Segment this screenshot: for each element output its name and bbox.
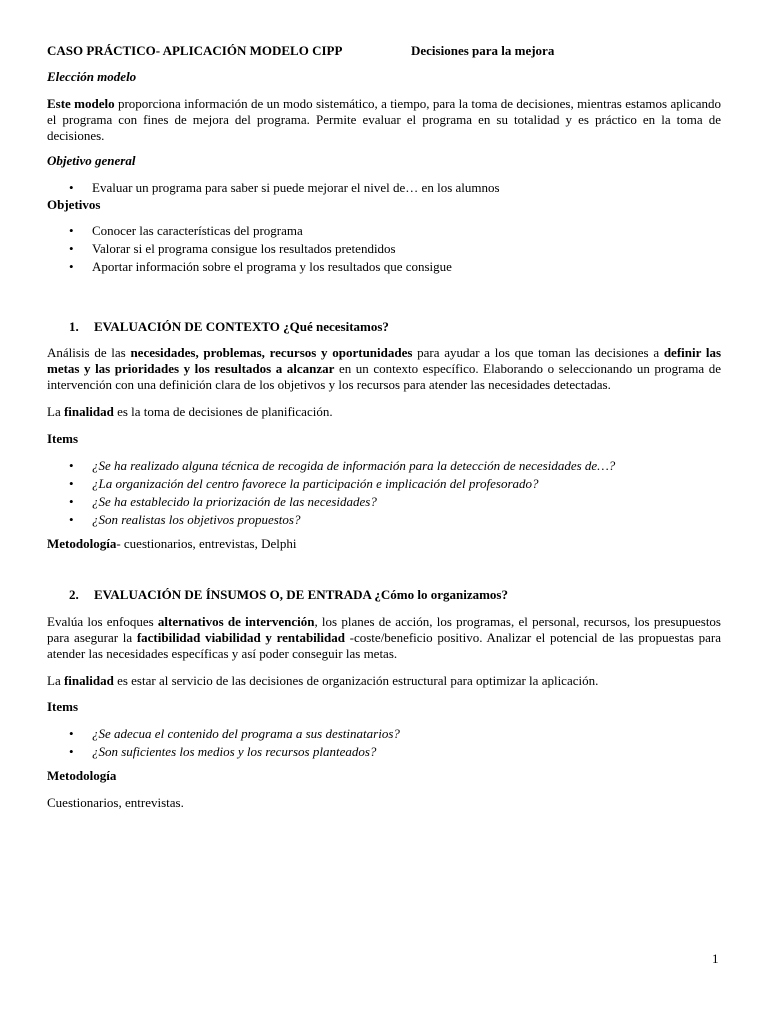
- objetivos-list: [47, 223, 721, 275]
- section-1-paragraph: [47, 345, 721, 393]
- section-2-number: 2.: [69, 587, 79, 602]
- section-2-heading: [47, 587, 721, 603]
- document-subtitle: Decisiones para la mejora: [411, 43, 555, 58]
- bold-run: finalidad: [63, 404, 114, 419]
- section-1-title: EVALUACIÓN DE CONTEXTO ¿Qué necesitamos?: [94, 319, 389, 334]
- text-run: -coste/beneficio positivo. Analizar el potencial de las propuestas para atender las necesidades específicas y así poder conseguir las metas.: [47, 630, 721, 661]
- bold-run: alternativos de intervención: [157, 614, 315, 629]
- section-1-metodologia: [47, 536, 721, 552]
- document-header: [47, 43, 721, 59]
- eleccion-paragraph: [47, 96, 721, 144]
- objetivo-general-list: [47, 180, 721, 196]
- objetivos-heading: Objetivos: [47, 197, 101, 212]
- section-1-heading: [47, 319, 721, 335]
- list-item: • ¿Son realistas los objetivos propuestos?: [47, 512, 721, 528]
- document-title: CASO PRÁCTICO- APLICACIÓN MODELO CIPP: [47, 43, 343, 58]
- list-item: • Evaluar un programa para saber si puede mejorar el nivel de… en los alumnos: [47, 180, 721, 196]
- list-item: • ¿Se ha realizado alguna técnica de recogida de información para la detección de necesidades de…?: [47, 458, 721, 474]
- eleccion-lead: Este modelo: [47, 96, 115, 111]
- section-1-items: [47, 458, 721, 528]
- text-run: , los planes de acción, los programas, el personal, recursos, los presupuestos para asegurar la: [47, 614, 721, 645]
- text-run: Análisis de las: [47, 345, 131, 360]
- page-number: 1: [712, 951, 719, 966]
- document-content: [47, 43, 721, 811]
- section-1-finalidad: [47, 404, 721, 420]
- metodologia-text: - cuestionarios, entrevistas, Delphi: [116, 536, 297, 551]
- text-run: Evalúa los enfoques: [47, 614, 158, 629]
- metodologia-label: Metodología: [47, 536, 117, 551]
- text-run: La: [47, 673, 64, 688]
- list-item: • ¿La organización del centro favorece la participación e implicación del profesorado?: [47, 476, 721, 492]
- text-run: La: [47, 404, 64, 419]
- text-run: es estar al servicio de las decisiones de organización estructural para optimizar la aplicación.: [113, 673, 599, 688]
- section-2-metodologia-label: Metodología: [47, 768, 117, 783]
- list-item: • Valorar si el programa consigue los resultados pretendidos: [47, 241, 721, 257]
- section-1-number: 1.: [69, 319, 79, 334]
- bold-run: factibilidad viabilidad y rentabilidad: [136, 630, 345, 645]
- list-item: • Conocer las características del programa: [47, 223, 721, 239]
- section-1-items-heading: Items: [47, 431, 79, 446]
- bold-run: necesidades, problemas, recursos y oportunidades: [130, 345, 413, 360]
- text-run: es la toma de decisiones de planificación.: [113, 404, 333, 419]
- section-2-paragraph: [47, 614, 721, 662]
- section-2-finalidad: [47, 673, 721, 689]
- section-2-title: EVALUACIÓN DE ÍNSUMOS O, DE ENTRADA ¿Cómo lo organizamos?: [94, 587, 508, 602]
- text-run: para ayudar a los que toman las decisiones a: [412, 345, 664, 360]
- eleccion-text: proporciona información de un modo sistemático, a tiempo, para la toma de decisiones, mientras estamos aplicando el programa con fines de mejora del programa. Permite evaluar el programa en su totalidad y es práctico en la toma de decisiones.: [47, 96, 721, 143]
- section-2-items-heading: Items: [47, 699, 79, 714]
- text-run: en un contexto específico. Elaborando o seleccionando un programa de intervención con una definición clara de los objetivos y los recursos para atender las necesidades detectadas.: [47, 361, 721, 392]
- bold-run: finalidad: [63, 673, 114, 688]
- section-2-metodologia-text: Cuestionarios, entrevistas.: [47, 795, 184, 810]
- section-2-items: [47, 726, 721, 760]
- bold-run: definir las metas y las prioridades y los resultados a alcanzar: [47, 345, 722, 376]
- list-item: • Aportar información sobre el programa y los resultados que consigue: [47, 259, 721, 275]
- list-item: • ¿Se ha establecido la priorización de las necesidades?: [47, 494, 721, 510]
- objetivo-general-heading: Objetivo general: [47, 153, 136, 168]
- list-item: • ¿Son suficientes los medios y los recursos planteados?: [47, 744, 721, 760]
- list-item: • ¿Se adecua el contenido del programa a sus destinatarios?: [47, 726, 721, 742]
- eleccion-heading: Elección modelo: [47, 69, 137, 84]
